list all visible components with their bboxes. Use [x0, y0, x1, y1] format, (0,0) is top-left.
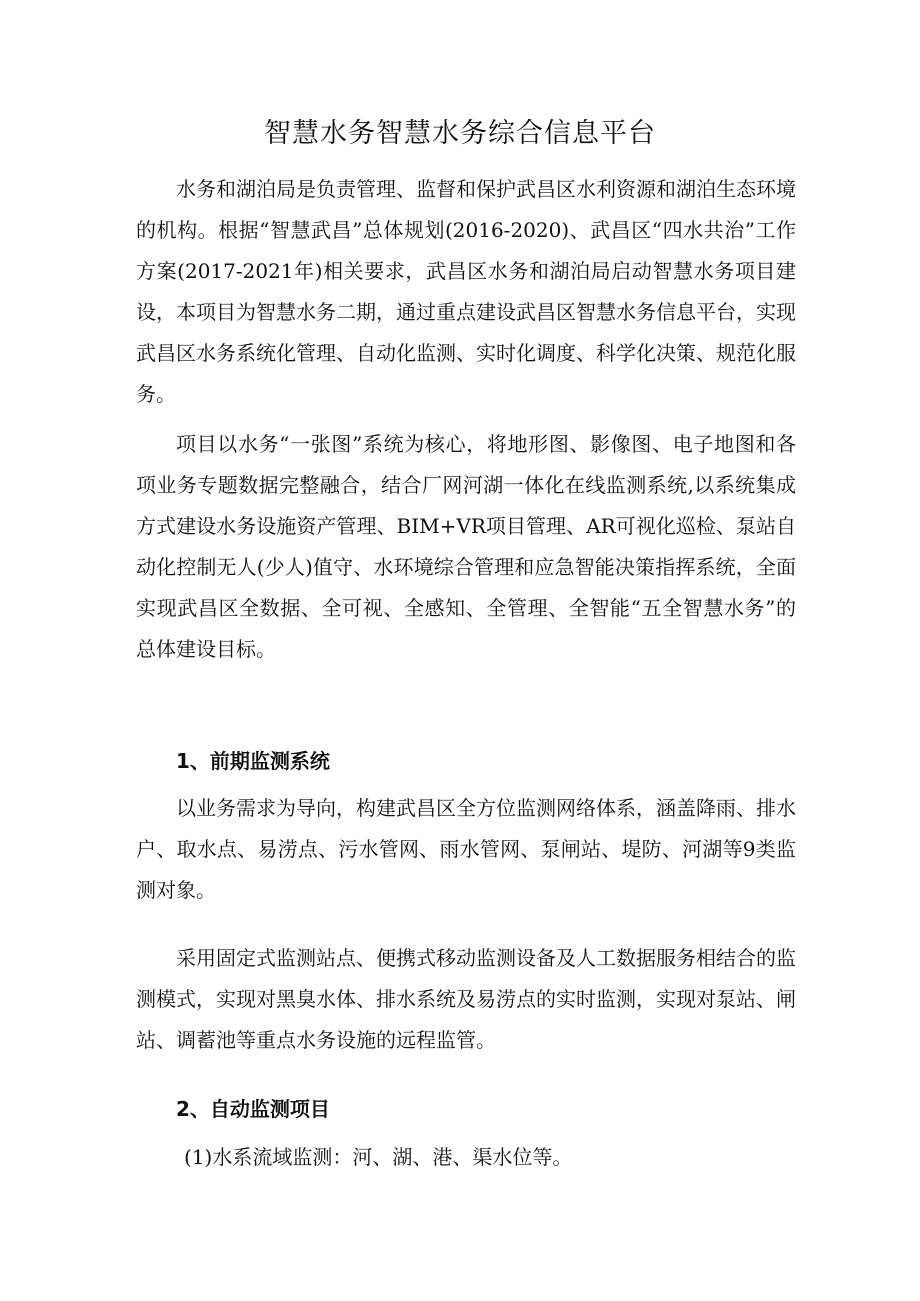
section-2-heading: 2、自动监测项目 [176, 1097, 330, 1121]
section-1-paragraph-2: 采用固定式监测站点、便携式移动监测设备及人工数据服务相结合的监测模式，实现对黑臭水体、排水系统及易涝点的实时监测，实现对泵站、闸站、调蓄池等重点水务设施的远程监管。 [136, 946, 796, 1052]
document-title: 智慧水务智慧水务综合信息平台 [264, 118, 656, 149]
section-1-heading: 1、前期监测系统 [176, 749, 330, 773]
intro-paragraph-1: 水务和湖泊局是负责管理、监督和保护武昌区水利资源和湖泊生态环境的机构。根据“智慧武昌”总体规划(2016-2020)、武昌区“四水共治”工作方案(2017-2021年)相关要求，武昌区水务和湖泊局启动智慧水务项目建设，本项目为智慧水务二期，通过重点建设武昌区智慧水务信息平台，实现武昌区水务系统化管理、自动化监测、实时化调度、科学化决策、规范化服务。 [136, 177, 796, 406]
section-1-paragraph-1: 以业务需求为导向，构建武昌区全方位监测网络体系，涵盖降雨、排水户、取水点、易涝点、污水管网、雨水管网、泵闸站、堤防、河湖等9类监测对象。 [136, 796, 796, 902]
intro-paragraph-2: 项目以水务“一张图”系统为核心，将地形图、影像图、电子地图和各项业务专题数据完整融合，结合厂网河湖一体化在线监测系统,以系统集成方式建设水务设施资产管理、BIM+VR项目管理、AR可视化巡检、泵站自动化控制无人(少人)值守、水环境综合管理和应急智能决策指挥系统，全面实现武昌区全数据、全可视、全感知、全管理、全智能“五全智慧水务”的总体建设目标。 [136, 432, 796, 661]
section-2-item-1: (1)水系流域监测：河、湖、港、渠水位等。 [184, 1145, 573, 1169]
